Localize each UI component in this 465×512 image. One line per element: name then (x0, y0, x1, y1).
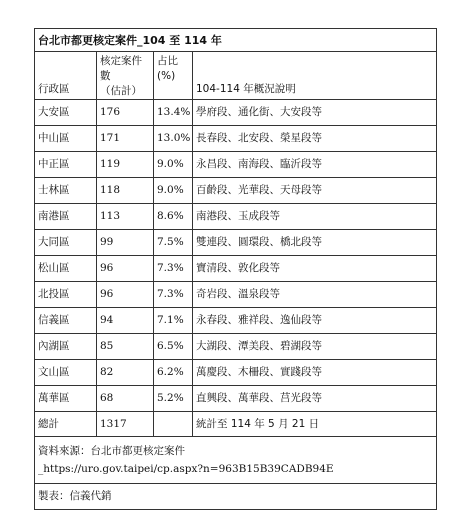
cell-overview: 永春段、雅祥段、逸仙段等 (193, 308, 437, 334)
cell-overview: 奇岩段、溫泉段等 (193, 282, 437, 308)
cell-count: 85 (97, 334, 154, 360)
cell-district: 中山區 (35, 126, 97, 152)
cell-share: 8.6% (154, 204, 193, 230)
cell-district: 北投區 (35, 282, 97, 308)
cell-overview: 寶清段、敦化段等 (193, 256, 437, 282)
header-district: 行政區 (35, 52, 97, 100)
table-row (35, 230, 437, 256)
source-cell (35, 437, 437, 484)
total-share (154, 412, 193, 437)
maker-row (35, 484, 437, 510)
cell-count: 96 (97, 256, 154, 282)
cell-count: 96 (97, 282, 154, 308)
cell-district: 大安區 (35, 100, 97, 126)
cell-share: 7.3% (154, 282, 193, 308)
total-label: 總計 (35, 412, 97, 437)
cell-district: 大同區 (35, 230, 97, 256)
header-overview: 104-114 年概況說明 (193, 52, 437, 100)
renewal-cases-table-frame (34, 28, 436, 510)
cell-district: 內湖區 (35, 334, 97, 360)
cell-district: 萬華區 (35, 386, 97, 412)
table-row (35, 100, 437, 126)
cell-overview: 直興段、萬華段、莒光段等 (193, 386, 437, 412)
total-count: 1317 (97, 412, 154, 437)
table-row (35, 360, 437, 386)
cell-count: 68 (97, 386, 154, 412)
cell-share: 13.0% (154, 126, 193, 152)
cell-overview: 學府段、通化街、大安段等 (193, 100, 437, 126)
table-row (35, 308, 437, 334)
cell-count: 113 (97, 204, 154, 230)
cell-overview: 萬慶段、木柵段、實踐段等 (193, 360, 437, 386)
cell-count: 118 (97, 178, 154, 204)
cell-overview: 雙連段、圓環段、橋北段等 (193, 230, 437, 256)
source-label: 資料來源：台北市都更核定案件 (38, 445, 185, 457)
cell-overview: 永昌段、南海段、臨沂段等 (193, 152, 437, 178)
cell-count: 176 (97, 100, 154, 126)
cell-count: 99 (97, 230, 154, 256)
cell-share: 7.5% (154, 230, 193, 256)
cell-share: 9.0% (154, 152, 193, 178)
cell-overview: 長春段、北安段、榮星段等 (193, 126, 437, 152)
header-count (97, 52, 154, 100)
source-url[interactable]: _https://uro.gov.taipei/cp.aspx?n=963B15B39CADB94E (38, 463, 334, 475)
maker-cell: 製表：信義代銷 (35, 484, 437, 510)
cell-share: 6.5% (154, 334, 193, 360)
cell-count: 119 (97, 152, 154, 178)
cell-district: 士林區 (35, 178, 97, 204)
table-row (35, 256, 437, 282)
header-share-line2: (%) (157, 70, 176, 82)
cell-district: 信義區 (35, 308, 97, 334)
cell-overview: 南港段、玉成段等 (193, 204, 437, 230)
table-row (35, 178, 437, 204)
table-row (35, 282, 437, 308)
table-body (35, 29, 437, 510)
table-row (35, 386, 437, 412)
table-row (35, 204, 437, 230)
header-count-line2: （估計） (100, 85, 142, 97)
cell-share: 13.4% (154, 100, 193, 126)
header-count-line1: 核定案件數 (100, 55, 142, 82)
cell-overview: 百齡段、光華段、天母段等 (193, 178, 437, 204)
cell-share: 7.3% (154, 256, 193, 282)
table-row (35, 334, 437, 360)
table-row (35, 126, 437, 152)
table-header-row (35, 52, 437, 100)
cell-share: 5.2% (154, 386, 193, 412)
cell-share: 9.0% (154, 178, 193, 204)
header-share (154, 52, 193, 100)
cell-overview: 大湖段、潭美段、碧湖段等 (193, 334, 437, 360)
cell-district: 中正區 (35, 152, 97, 178)
header-share-line1: 占比 (157, 55, 178, 67)
cell-count: 171 (97, 126, 154, 152)
cell-count: 94 (97, 308, 154, 334)
table-title-row (35, 29, 437, 52)
cell-district: 松山區 (35, 256, 97, 282)
cell-share: 6.2% (154, 360, 193, 386)
cell-district: 文山區 (35, 360, 97, 386)
source-row (35, 437, 437, 484)
cell-count: 82 (97, 360, 154, 386)
total-note: 統計至 114 年 5 月 21 日 (193, 412, 437, 437)
table-row (35, 152, 437, 178)
table-title: 台北市都更核定案件_104 至 114 年 (35, 29, 437, 52)
cell-district: 南港區 (35, 204, 97, 230)
total-row (35, 412, 437, 437)
cell-share: 7.1% (154, 308, 193, 334)
renewal-cases-table (34, 28, 437, 510)
